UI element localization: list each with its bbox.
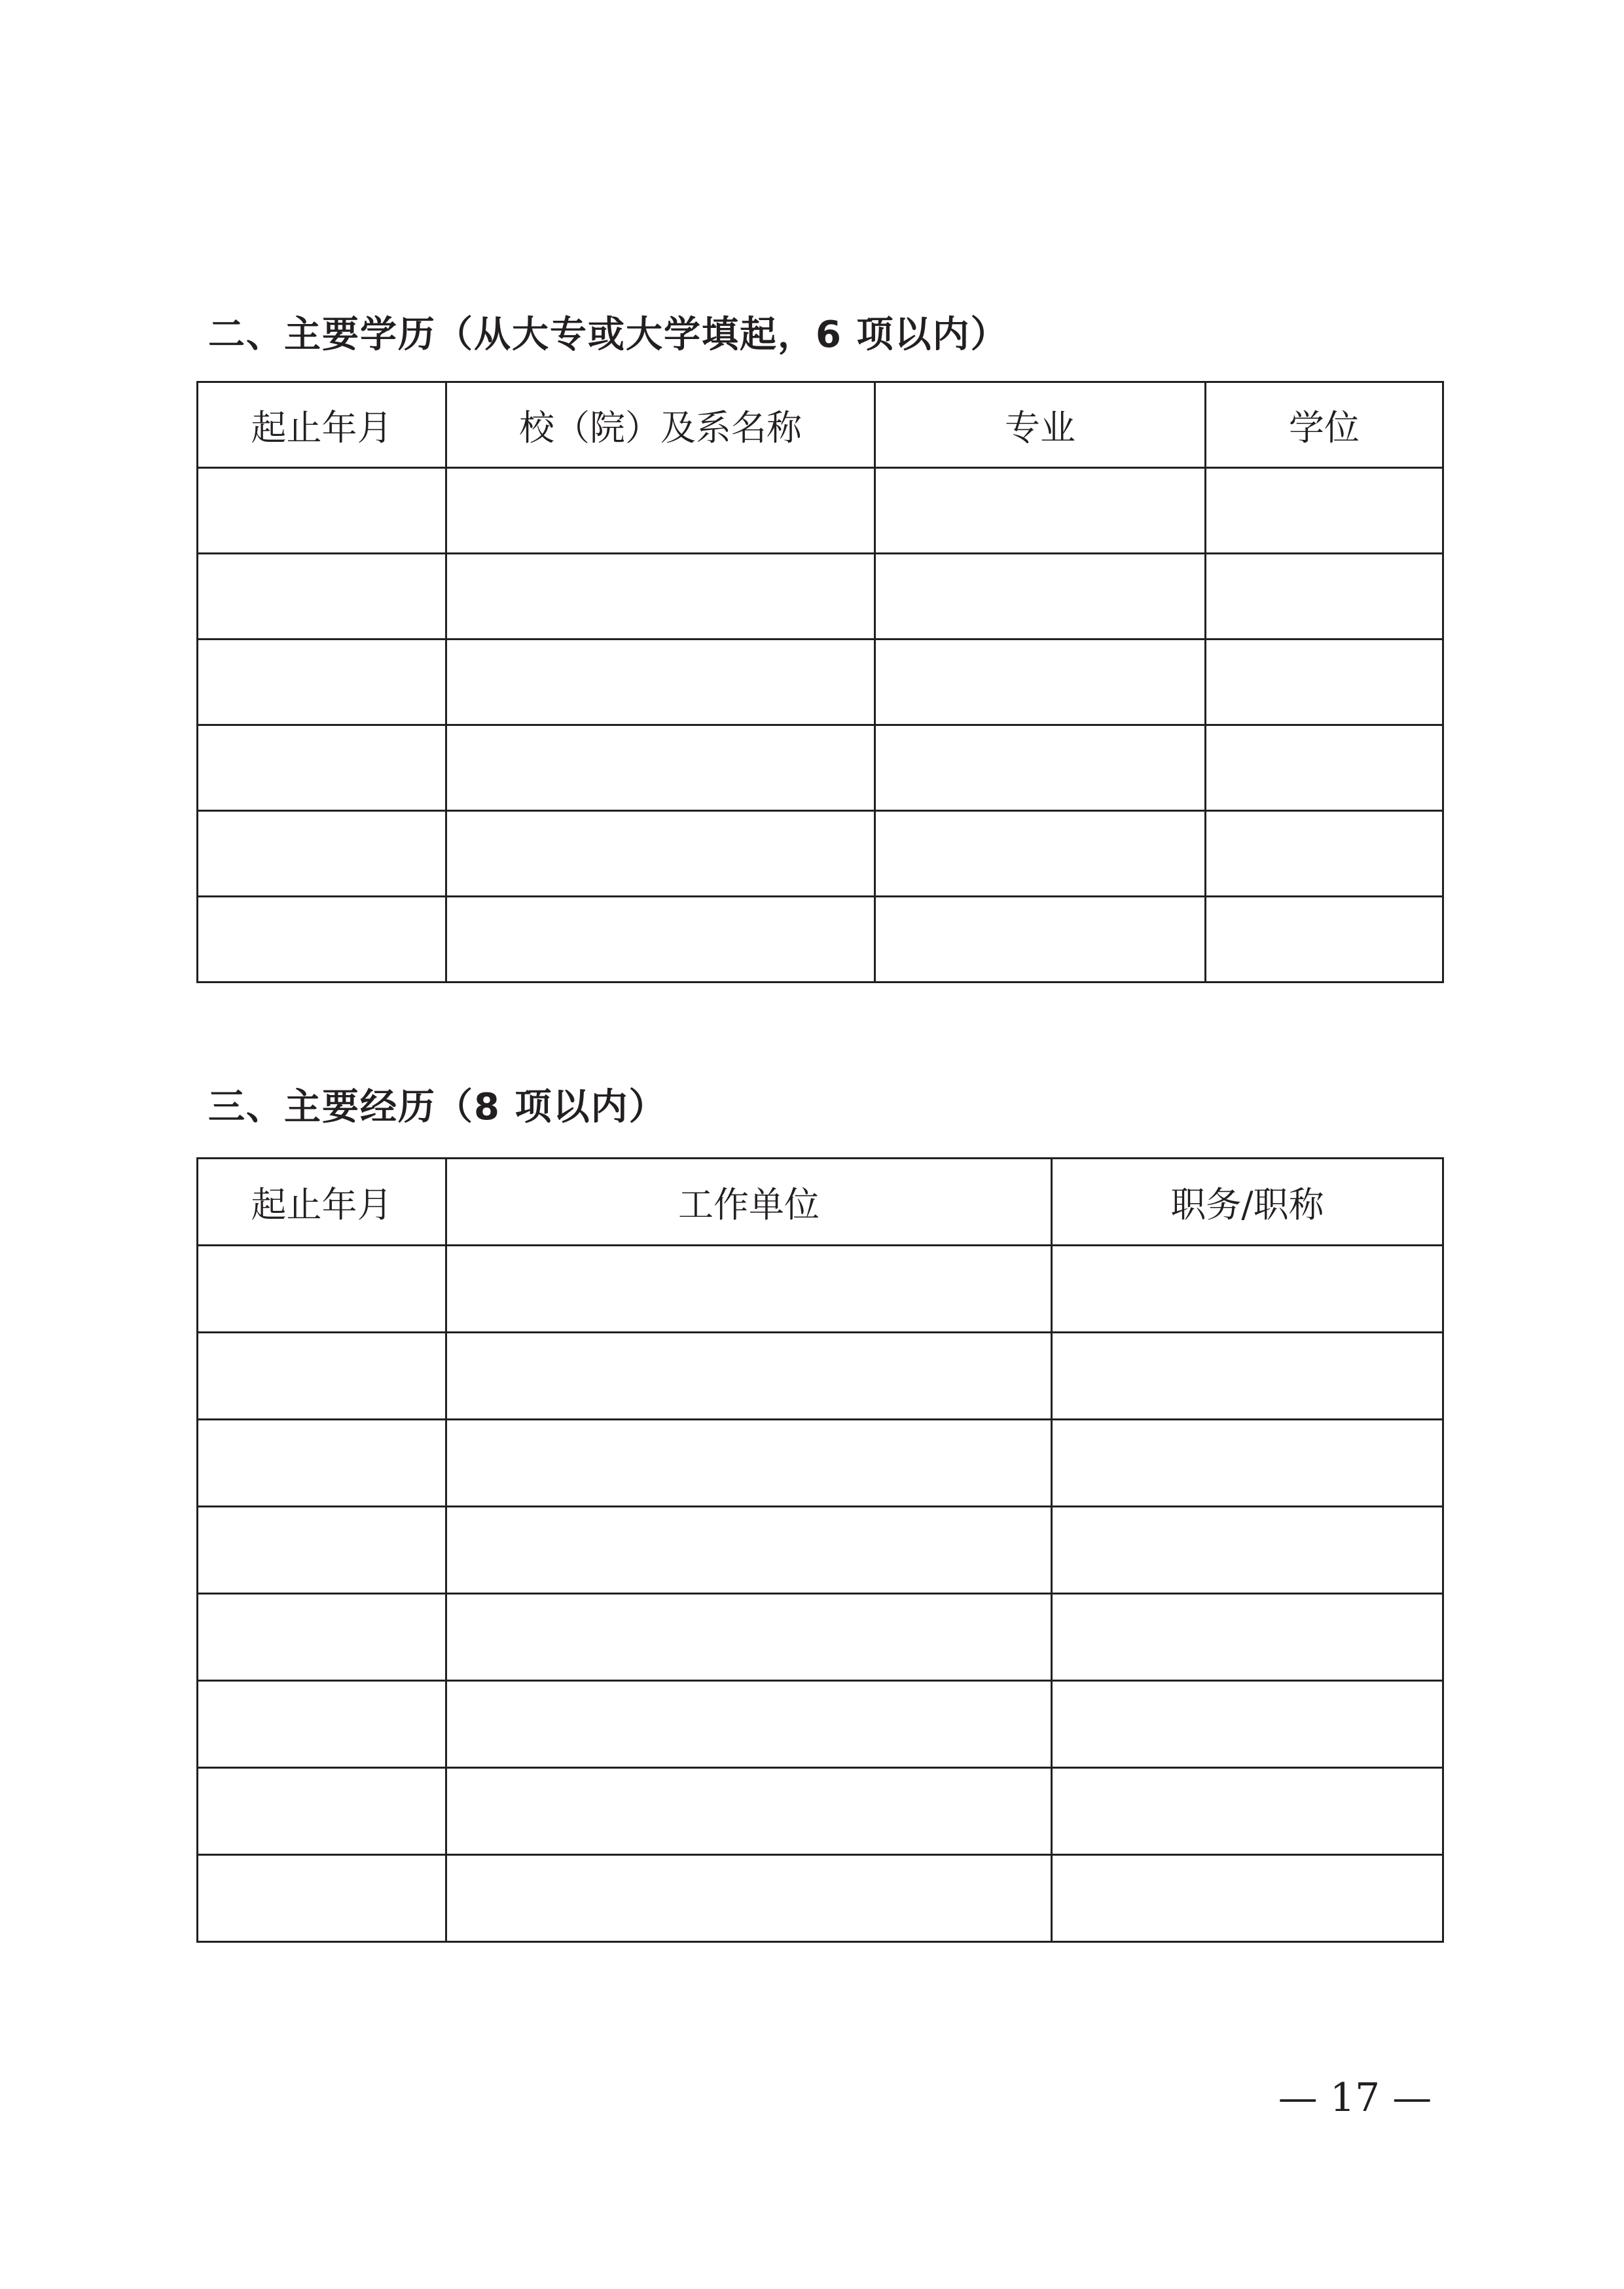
period-cell[interactable] (198, 725, 446, 811)
employer-cell[interactable] (446, 1420, 1052, 1507)
header-school: 校（院）及系名称 (446, 382, 875, 468)
table-row (198, 725, 1443, 811)
table-row (198, 1333, 1443, 1420)
school-cell[interactable] (446, 554, 875, 640)
degree-cell[interactable] (1206, 468, 1443, 554)
education-header-row (198, 382, 1443, 468)
table-row (198, 1246, 1443, 1333)
position-cell[interactable] (1052, 1246, 1443, 1333)
table-row (198, 811, 1443, 897)
period-cell[interactable] (198, 554, 446, 640)
period-cell[interactable] (198, 640, 446, 725)
table-row (198, 1768, 1443, 1855)
degree-cell[interactable] (1206, 897, 1443, 982)
school-cell[interactable] (446, 811, 875, 897)
header-degree: 学位 (1206, 382, 1443, 468)
school-cell[interactable] (446, 640, 875, 725)
table-row (198, 640, 1443, 725)
header-period: 起止年月 (198, 382, 446, 468)
page-number: — 17 — (1278, 2075, 1432, 2121)
header-period: 起止年月 (198, 1159, 446, 1246)
period-cell[interactable] (198, 1681, 446, 1768)
degree-cell[interactable] (1206, 725, 1443, 811)
table-row (198, 468, 1443, 554)
employer-cell[interactable] (446, 1333, 1052, 1420)
major-cell[interactable] (875, 640, 1206, 725)
major-cell[interactable] (875, 468, 1206, 554)
period-cell[interactable] (198, 1246, 446, 1333)
position-cell[interactable] (1052, 1768, 1443, 1855)
period-cell[interactable] (198, 468, 446, 554)
table-row (198, 554, 1443, 640)
period-cell[interactable] (198, 897, 446, 982)
table-row (198, 897, 1443, 982)
position-cell[interactable] (1052, 1594, 1443, 1681)
table-row (198, 1681, 1443, 1768)
header-major: 专业 (875, 382, 1206, 468)
period-cell[interactable] (198, 811, 446, 897)
education-section-title: 二、主要学历（从大专或大学填起，6 项以内） (208, 314, 1009, 356)
period-cell[interactable] (198, 1594, 446, 1681)
education-table (196, 381, 1444, 983)
school-cell[interactable] (446, 468, 875, 554)
period-cell[interactable] (198, 1855, 446, 1942)
period-cell[interactable] (198, 1768, 446, 1855)
major-cell[interactable] (875, 811, 1206, 897)
work-table (196, 1157, 1444, 1943)
employer-cell[interactable] (446, 1681, 1052, 1768)
position-cell[interactable] (1052, 1507, 1443, 1594)
employer-cell[interactable] (446, 1768, 1052, 1855)
major-cell[interactable] (875, 897, 1206, 982)
table-row (198, 1420, 1443, 1507)
major-cell[interactable] (875, 725, 1206, 811)
employer-cell[interactable] (446, 1246, 1052, 1333)
period-cell[interactable] (198, 1333, 446, 1420)
period-cell[interactable] (198, 1420, 446, 1507)
work-section-title: 三、主要经历（8 项以内） (208, 1086, 667, 1128)
period-cell[interactable] (198, 1507, 446, 1594)
position-cell[interactable] (1052, 1681, 1443, 1768)
position-cell[interactable] (1052, 1420, 1443, 1507)
position-cell[interactable] (1052, 1855, 1443, 1942)
position-cell[interactable] (1052, 1333, 1443, 1420)
table-row (198, 1594, 1443, 1681)
table-row (198, 1507, 1443, 1594)
table-row (198, 1855, 1443, 1942)
header-position: 职务/职称 (1052, 1159, 1443, 1246)
degree-cell[interactable] (1206, 554, 1443, 640)
employer-cell[interactable] (446, 1507, 1052, 1594)
header-employer: 工作单位 (446, 1159, 1052, 1246)
employer-cell[interactable] (446, 1855, 1052, 1942)
degree-cell[interactable] (1206, 640, 1443, 725)
school-cell[interactable] (446, 897, 875, 982)
work-header-row (198, 1159, 1443, 1246)
degree-cell[interactable] (1206, 811, 1443, 897)
major-cell[interactable] (875, 554, 1206, 640)
school-cell[interactable] (446, 725, 875, 811)
employer-cell[interactable] (446, 1594, 1052, 1681)
